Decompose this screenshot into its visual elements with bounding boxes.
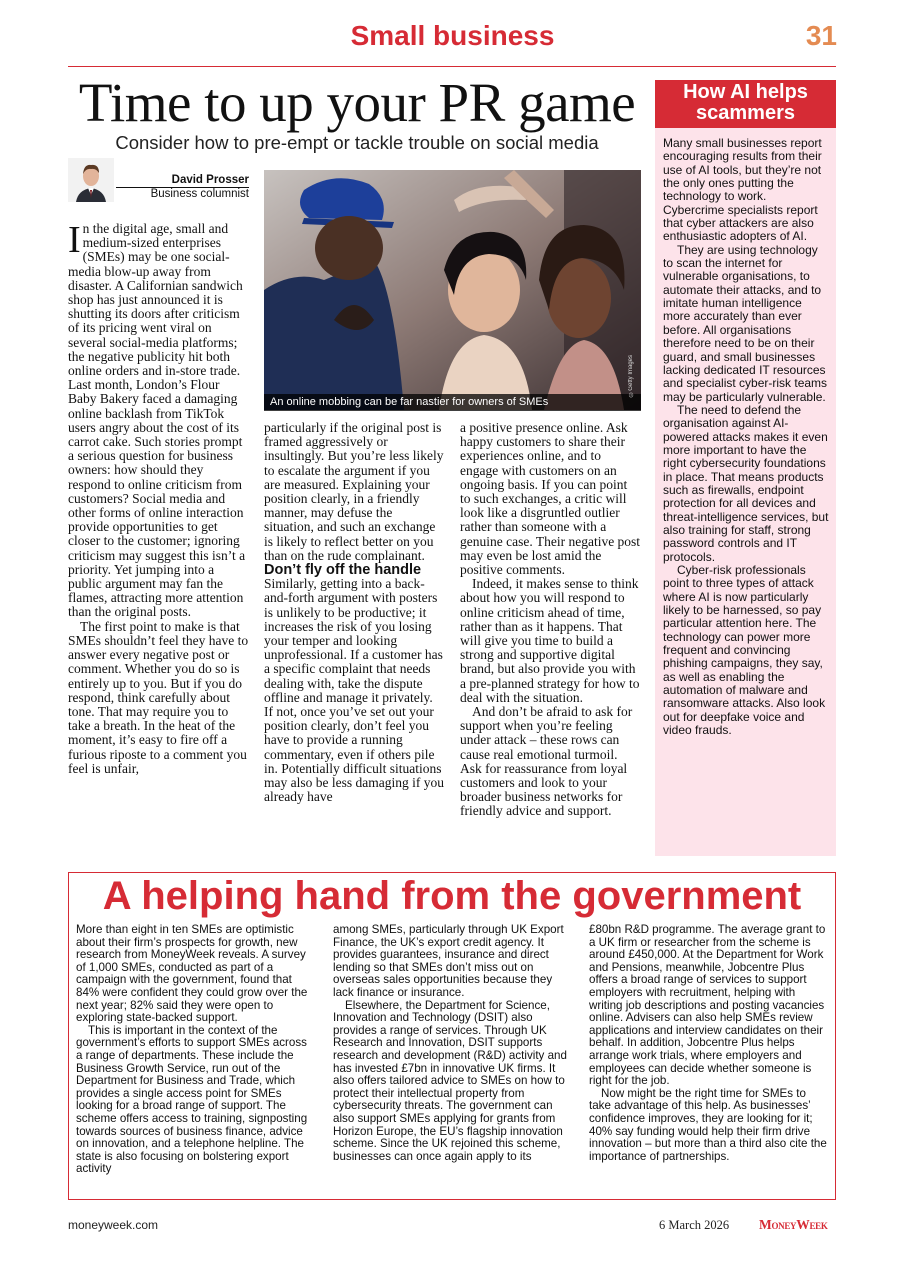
government-paragraph: among SMEs, particularly through UK Export Finance, the UK’s export credit agency. It provides guarantees, insurance and direct lending so that SMEs don’t miss out on overseas sales opportunities because they lack finance or insurance. [333, 923, 564, 999]
article-column-1 [68, 219, 249, 776]
author-role: Business columnist [150, 188, 249, 200]
footer-logo: MoneyWeek [759, 1217, 828, 1232]
author-name: David Prosser [171, 174, 249, 186]
article-paragraph: And don’t be afraid to ask for support when you’re feeling under attack – these rows can cause real emotional turmoil. Ask for reassurance from loyal customers and look to your broader business networks for friendly advice and support. [460, 704, 633, 819]
sidebar-paragraph: The need to defend the organisation against AI-powered attacks makes it even more important to have the right cybersecurity foundations in place. That means products such as firewalls, endpoint protection for all devices and threat-intelligence services, but also training for staff, strong password controls and IT protocols. [663, 402, 829, 564]
section-title: Small business [350, 20, 555, 51]
government-column-3 [589, 924, 829, 1163]
author-avatar [68, 158, 114, 202]
article-photo [264, 170, 641, 410]
article-paragraph: In the digital age, small and medium-sized enterprises (SMEs) may be one social-media blow-up away from disaster. A Californian sandwich shop has just announced it is shutting its doors after criticism of its pricing went viral on several social-media platforms; the negative publicity hit both online orders and in-store trade. Last month, London’s Flour Baby Bakery faced a damaging online backlash from TikTok users angry about the cost of its carrot cake. Such stories prompt a serious question for business owners: how should they respond to online criticism from customers? Social media and other forms of online interaction provide opportunities to get closer to the customer; ignoring criticism may suggest this isn’t a priority. Yet jumping into a public argument may fan the flames, attracting more attention than the original posts. [68, 219, 246, 620]
page-number: 31 [805, 20, 837, 51]
government-paragraph: Elsewhere, the Department for Science, Innovation and Technology (DSIT) also provides a range of services. Through UK Research and Innovation, DSIT supports research and development (R&D) activity and has invested £7bn in innovative UK firms. It also offers tailored advice to SMEs on how to protect their intellectual property from cybersecurity threats. The government can also support SMEs applying for grants from Horizon Europe, the EU’s flagship innovation scheme. Since the UK rejoined this scheme, businesses can once again apply to its [333, 998, 567, 1163]
government-paragraph: More than eight in ten SMEs are optimistic about their firm’s prospects for growth, new research from MoneyWeek reveals. A survey of 1,000 SMEs, conducted as part of a campaign with the government, found that 84% were confident they could grow over the next year; 82% said they were open to exploring state-backed support. [76, 923, 308, 1025]
article-standfirst: Consider how to pre-empt or tackle trouble on social media [115, 132, 599, 153]
footer-date: 6 March 2026 [659, 1218, 730, 1232]
article-paragraph: particularly if the original post is framed aggressively or insultingly. But you’re less likely to escalate the argument if you are measured. Explaining your position clearly, in a friendly manner, may defuse the situation, and such an exchange is likely to reflect better on you than on the rude complainant. [264, 420, 444, 563]
article-paragraph: The first point to make is that SMEs shouldn’t feel they have to answer every negative post or comment. Whether you do so is entirely up to you. But if you do respond, think carefully about tone. That may require you to take a breath. In the heat of the moment, it’s easy to fire off a furious riposte to a comment you feel is unfair, [68, 618, 249, 776]
article-column-2 [264, 421, 445, 804]
sidebar-title: How AI helps scammers [655, 80, 836, 128]
photo-caption: An online mobbing can be far nastier for owners of SMEs [264, 394, 641, 411]
government-paragraph: Now might be the right time for SMEs to take advantage of this help. As businesses’ confidence improves, they are looking for it; 40% say funding would help their firm drive innovation – but more than a third also cite the importance of partnerships. [589, 1086, 827, 1163]
sidebar-paragraph: Many small businesses report encouraging results from their use of AI tools, but they’re not the only ones putting the technology to work. Cybercrime specialists report that cyber attackers are also enthusiastic adopters of AI. [663, 136, 822, 244]
footer-website: moneyweek.com [68, 1218, 159, 1232]
article-paragraph: Similarly, getting into a back-and-forth argument with posters is unlikely to be productive; it increases the risk of you losing your temper and looking unprofessional. If a customer has a specific complaint that needs dealing with, take the dispute offline and manage it privately. If not, once you’ve set out your position clearly, don’t feel you have to provide a running commentary, even if others pile in. Potentially difficult situations may also be less damaging if you already have [264, 576, 444, 805]
government-column-1 [76, 924, 316, 1176]
article-column-3 [460, 421, 641, 819]
photo-credit: ©Getty Images [628, 355, 634, 397]
sidebar-paragraph: Cyber-risk professionals point to three types of attack where AI is now particularly likely to be harnessed, so pay particular attention here. The technology can power more frequent and convincing phishing campaigns, they say, as well as enabling the automation of malware and ransomware attacks. Also look out for deepfake voice and video frauds. [663, 563, 826, 738]
article-paragraph: Indeed, it makes sense to think about how you will respond to online criticism ahead of time, rather than as it happens. That will give you time to build a strong and supportive digital brand, but also provide you with a pre-planned strategy for how to deal with the situation. [460, 576, 640, 705]
article-headline: Time to up your PR game [78, 72, 636, 133]
sidebar-body [663, 137, 831, 737]
government-paragraph: This is important in the context of the government’s efforts to support SMEs across a range of departments. These include the Business Growth Service, run out of the Department for Business and Trade, which provides a single access point for SMEs looking for a broad range of support. The scheme offers access to training, signposting towards sources of business finance, advice on innovation, and a telephone helpline. The state is also focusing on bolstering export activity [76, 1023, 308, 1176]
drop-cap: I [68, 219, 81, 261]
article-paragraph: a positive presence online. Ask happy customers to share their experiences online, and to engage with customers on an ongoing basis. If you can point to such exchanges, a critic will look like a disgruntled outlier rather than someone with a genuine case. Their negative post may even be lost amid the positive comments. [460, 420, 641, 578]
article-subheading: Don’t fly off the handle [264, 562, 422, 579]
sidebar-paragraph: They are using technology to scan the internet for vulnerable organisations, to automate their attacks, and to imitate human intelligence more accurately than ever before. All organisations therefore need to be on their guard, and small businesses lacking dedicated IT resources and specialist cyber-risk teams may be particularly vulnerable. [663, 242, 828, 404]
government-paragraph: £80bn R&D programme. The average grant to a UK firm or researcher from the scheme is around £450,000. At the Department for Work and Pensions, meanwhile, Jobcentre Plus offers a broad range of services to support employers with recruitment, helping with writing job descriptions and posting vacancies online. Advisers can also help SMEs review applications and interview candidates on their behalf. In addition, Jobcentre Plus helps arrange work trials, where employers and employees can decide whether someone is right for the job. [589, 923, 826, 1088]
government-column-2 [333, 924, 573, 1163]
government-box-title: A helping hand from the government [102, 874, 802, 918]
header-divider [68, 66, 836, 67]
